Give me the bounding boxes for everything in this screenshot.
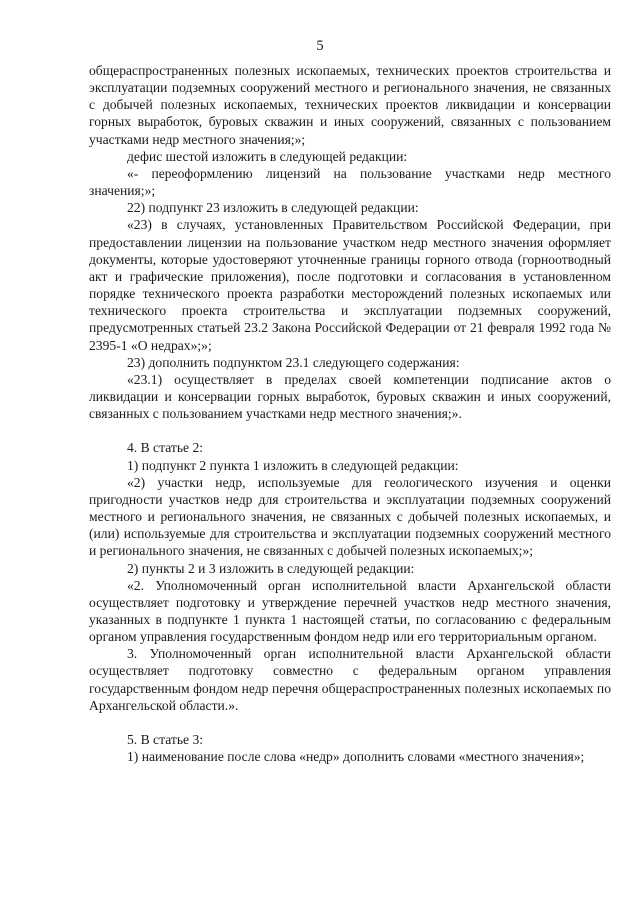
paragraph-16: 1) наименование после слова «недр» дополнить словами «местного значения»; [127,749,585,765]
section-heading-article-3: 5. В статье 3: [127,732,204,748]
paragraph-12: «2. Уполномоченный орган исполнительной власти Архангельской области осуществляет подготовку и утверждение перечней участков недр местного значения, указанных в подпункте 1 пункта 1 настоящей статьи, по согласованию с федеральным органом управления государственным фондом недр или его территориальным органом. [89,577,611,645]
paragraph-11: 2) пункты 2 и 3 изложить в следующей редакции: [127,560,415,576]
paragraph-1: дефис шестой изложить в следующей редакции: [127,148,408,164]
paragraph-gap [89,714,611,731]
paragraph-10: «2) участки недр, используемые для геологического изучения и оценки пригодности участков недр для строительства и эксплуатации подземных сооружений местного и регионального значения, не связанных с добычей полезных ископаемых, и (или) используемые для строительства и эксплуатации подземных сооружений местного и регионального значения, не связанных с добычей полезных ископаемых;»; [89,474,611,559]
paragraph-13: 3. Уполномоченный орган исполнительной власти Архангельской области осуществляет подготовку совместно с федеральным органом управления государственным фондом недр перечня общераспространенных полезных ископаемых по Архангельской области.». [89,646,611,713]
paragraph-9: 1) подпункт 2 пункта 1 изложить в следующей редакции: [127,457,459,473]
section-heading-article-2: 4. В статье 2: [127,440,204,456]
paragraph-5: 23) дополнить подпунктом 23.1 следующего содержания: [127,354,460,370]
paragraph-4: «23) в случаях, установленных Правительством Российской Федерации, при предоставлении лицензии на пользование участком недр местного значения оформляет документы, которые удостоверяют уточненные границы горного отвода (горноотводный акт и графические приложения), после подготовки и согласования в установленном порядке технического проекта разработки месторождений полезных ископаемых или технического проекта строительства и эксплуатации подземных сооружений, предусмотренных статьей 23.2 Закона Российской Федерации от 21 февраля 1992 года № 2395-1 «О недрах»;»; [89,217,611,353]
paragraph-3: 22) подпункт 23 изложить в следующей редакции: [127,200,419,216]
paragraph-6: «23.1) осуществляет в пределах своей компетенции подписание актов о ликвидации и консервации горных выработок, буровых скважин и иных сооружений, связанных с пользованием участками недр местного значения;». [89,371,611,422]
paragraph-gap [89,422,611,439]
paragraph-0: общераспространенных полезных ископаемых, технических проектов строительства и эксплуатации подземных сооружений местного и регионального значения, не связанных с добычей полезных ископаемых, технических проектов ликвидации и консервации горных выработок, буровых скважин и иных сооружений, связанных с пользованием участками недр местного значения;»; [89,63,611,147]
document-body [89,62,611,765]
paragraph-2: «- переоформлению лицензий на пользование участками недр местного значения;»; [89,165,611,199]
page-number: 5 [316,38,324,54]
